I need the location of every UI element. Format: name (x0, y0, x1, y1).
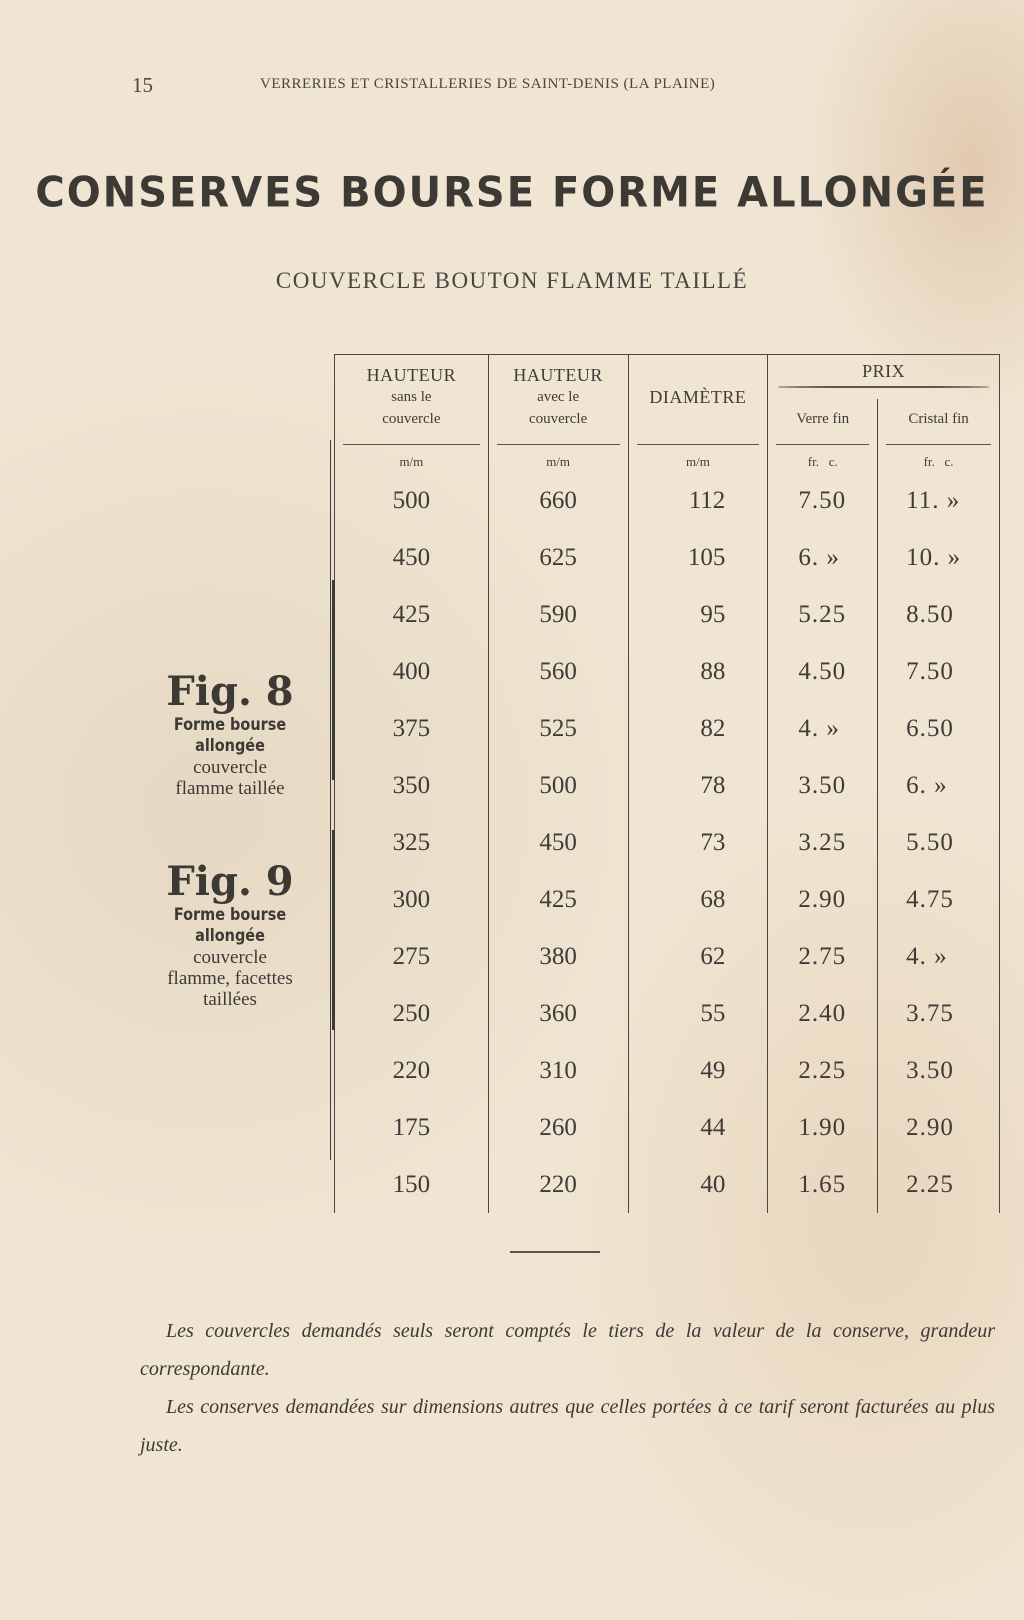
end-divider (510, 1251, 600, 1253)
cell-hauteur-sans: 325 (335, 814, 489, 871)
cell-hauteur-avec: 450 (488, 814, 628, 871)
figure-8-caption: Fig. 8 Forme bourse allongée couvercle flamme taillée (166, 668, 294, 799)
note-paragraph: Les conserves demandées sur dimensions autres que celles portées à ce tarif seront facturées au plus juste. (140, 1396, 995, 1456)
cell-hauteur-avec: 590 (488, 586, 628, 643)
cell-hauteur-sans: 425 (335, 586, 489, 643)
page-subtitle: COUVERCLE BOUTON FLAMME TAILLÉ (275, 268, 749, 293)
cell-verre-fin: 1.65 (768, 1156, 878, 1213)
unit-label: m/m (628, 449, 768, 472)
unit-label: m/m (335, 449, 489, 472)
header-cristal-fin: Cristal fin (878, 399, 1000, 439)
cell-hauteur-avec: 380 (488, 928, 628, 985)
cell-diametre: 55 (628, 985, 768, 1042)
unit-label: fr. c. (878, 449, 1000, 472)
cell-diametre: 73 (628, 814, 768, 871)
cell-diametre: 112 (628, 472, 768, 529)
table-row (335, 1156, 1000, 1213)
header-diametre: DIAMÈTRE (628, 355, 768, 440)
cell-hauteur-avec: 500 (488, 757, 628, 814)
price-table-container (334, 354, 1000, 1213)
cell-cristal-fin: 11. » (878, 472, 1000, 529)
cell-hauteur-avec: 425 (488, 871, 628, 928)
cell-hauteur-sans: 150 (335, 1156, 489, 1213)
cell-diametre: 62 (628, 928, 768, 985)
table-row (335, 1042, 1000, 1099)
cell-hauteur-avec: 310 (488, 1042, 628, 1099)
cell-cristal-fin: 2.25 (878, 1156, 1000, 1213)
cell-diametre: 95 (628, 586, 768, 643)
cell-cristal-fin: 3.75 (878, 985, 1000, 1042)
cell-verre-fin: 5.25 (768, 586, 878, 643)
table-row (335, 757, 1000, 814)
header-hauteur-avec: HAUTEUR avec le couvercle (488, 355, 628, 440)
cell-verre-fin: 2.25 (768, 1042, 878, 1099)
cell-hauteur-avec: 360 (488, 985, 628, 1042)
cell-verre-fin: 6. » (768, 529, 878, 586)
figure-9-caption: Fig. 9 Forme bourse allongée couvercle flamme, facettes taillées (166, 858, 294, 1010)
cell-verre-fin: 2.40 (768, 985, 878, 1042)
cell-hauteur-avec: 220 (488, 1156, 628, 1213)
cell-verre-fin: 7.50 (768, 472, 878, 529)
table-row (335, 928, 1000, 985)
cell-hauteur-sans: 175 (335, 1099, 489, 1156)
cell-hauteur-sans: 375 (335, 700, 489, 757)
table-row (335, 871, 1000, 928)
footnotes (140, 1312, 995, 1464)
cell-cristal-fin: 6. » (878, 757, 1000, 814)
table-row (335, 814, 1000, 871)
cell-diametre: 88 (628, 643, 768, 700)
cell-hauteur-avec: 660 (488, 472, 628, 529)
figure-bracket-thin (330, 440, 331, 1160)
cell-verre-fin: 3.25 (768, 814, 878, 871)
cell-cristal-fin: 4.75 (878, 871, 1000, 928)
cell-diametre: 68 (628, 871, 768, 928)
table-row (335, 1099, 1000, 1156)
table-row (335, 700, 1000, 757)
table-row (335, 529, 1000, 586)
cell-hauteur-avec: 560 (488, 643, 628, 700)
cell-hauteur-sans: 350 (335, 757, 489, 814)
cell-verre-fin: 2.75 (768, 928, 878, 985)
cell-diametre: 44 (628, 1099, 768, 1156)
cell-hauteur-sans: 450 (335, 529, 489, 586)
cell-hauteur-avec: 525 (488, 700, 628, 757)
cell-cristal-fin: 2.90 (878, 1099, 1000, 1156)
cell-cristal-fin: 10. » (878, 529, 1000, 586)
cell-hauteur-sans: 250 (335, 985, 489, 1042)
unit-label: m/m (488, 449, 628, 472)
price-table (334, 354, 1000, 1213)
page-title: CONSERVES BOURSE FORME ALLONGÉE (35, 168, 989, 218)
cell-cristal-fin: 8.50 (878, 586, 1000, 643)
header-verre-fin: Verre fin (768, 399, 878, 439)
cell-verre-fin: 2.90 (768, 871, 878, 928)
cell-hauteur-avec: 260 (488, 1099, 628, 1156)
cell-cristal-fin: 5.50 (878, 814, 1000, 871)
cell-diametre: 40 (628, 1156, 768, 1213)
page-number: 15 (132, 73, 153, 97)
table-row (335, 643, 1000, 700)
cell-diametre: 82 (628, 700, 768, 757)
cell-hauteur-sans: 220 (335, 1042, 489, 1099)
cell-hauteur-sans: 275 (335, 928, 489, 985)
cell-diametre: 78 (628, 757, 768, 814)
cell-verre-fin: 3.50 (768, 757, 878, 814)
cell-cristal-fin: 4. » (878, 928, 1000, 985)
cell-verre-fin: 1.90 (768, 1099, 878, 1156)
header-prix: PRIX (768, 355, 1000, 400)
cell-diametre: 105 (628, 529, 768, 586)
table-row (335, 472, 1000, 529)
cell-hauteur-sans: 400 (335, 643, 489, 700)
cell-cristal-fin: 3.50 (878, 1042, 1000, 1099)
cell-verre-fin: 4. » (768, 700, 878, 757)
cell-cristal-fin: 6.50 (878, 700, 1000, 757)
cell-diametre: 49 (628, 1042, 768, 1099)
cell-hauteur-sans: 500 (335, 472, 489, 529)
cell-hauteur-avec: 625 (488, 529, 628, 586)
table-row (335, 985, 1000, 1042)
header-hauteur-sans: HAUTEUR sans le couvercle (335, 355, 489, 440)
table-row (335, 586, 1000, 643)
brace-divider (768, 382, 999, 394)
cell-cristal-fin: 7.50 (878, 643, 1000, 700)
cell-hauteur-sans: 300 (335, 871, 489, 928)
figure-bracket (332, 830, 335, 1030)
figure-bracket (332, 580, 335, 780)
unit-label: fr. c. (768, 449, 878, 472)
note-paragraph: Les couvercles demandés seuls seront comptés le tiers de la valeur de la conserve, grandeur correspondante. (140, 1320, 995, 1380)
running-head: VERRERIES ET CRISTALLERIES DE SAINT-DENIS (LA PLAINE) (260, 76, 716, 92)
cell-verre-fin: 4.50 (768, 643, 878, 700)
